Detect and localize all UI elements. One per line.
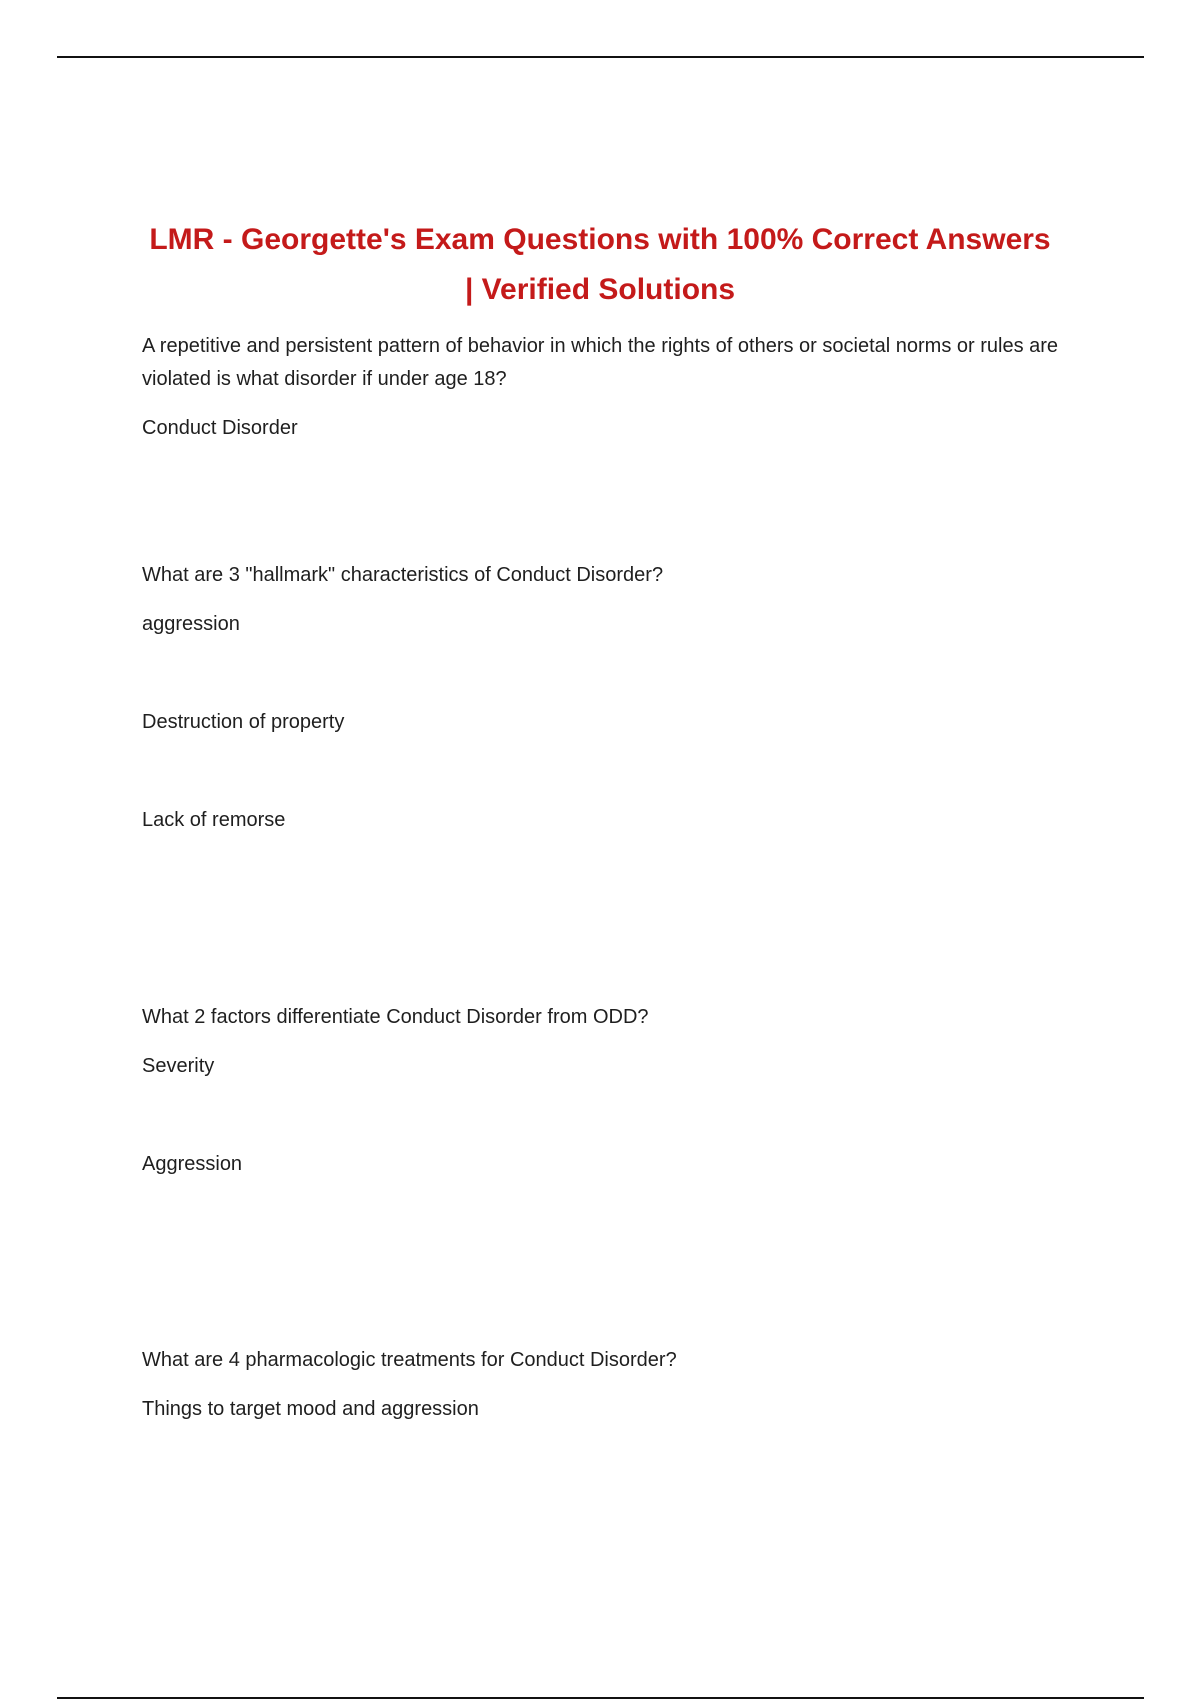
answer-3-2: Aggression <box>142 1153 243 1175</box>
answer-2-3: Lack of remorse <box>142 809 286 831</box>
answer-1-1: Conduct Disorder <box>142 417 298 439</box>
question-4: What are 4 pharmacologic treatments for Conduct Disorder? <box>142 1349 677 1371</box>
bottom-divider <box>57 1697 1144 1699</box>
question-1: A repetitive and persistent pattern of behavior in which the rights of others or societal norms or rules are violated is what disorder if under age 18? <box>142 335 1059 390</box>
answer-2-2: Destruction of property <box>142 711 345 733</box>
title-line-1: LMR - Georgette's Exam Questions with 100% Correct Answers <box>149 223 1051 256</box>
answer-2-1: aggression <box>142 613 240 635</box>
question-3: What 2 factors differentiate Conduct Disorder from ODD? <box>142 1006 649 1028</box>
title-line-2: | Verified Solutions <box>464 273 736 306</box>
answer-4-1: Things to target mood and aggression <box>142 1398 479 1420</box>
document-title <box>130 215 1070 315</box>
answer-3-1: Severity <box>142 1055 215 1077</box>
question-2: What are 3 "hallmark" characteristics of Conduct Disorder? <box>142 564 664 586</box>
top-divider <box>57 56 1144 58</box>
